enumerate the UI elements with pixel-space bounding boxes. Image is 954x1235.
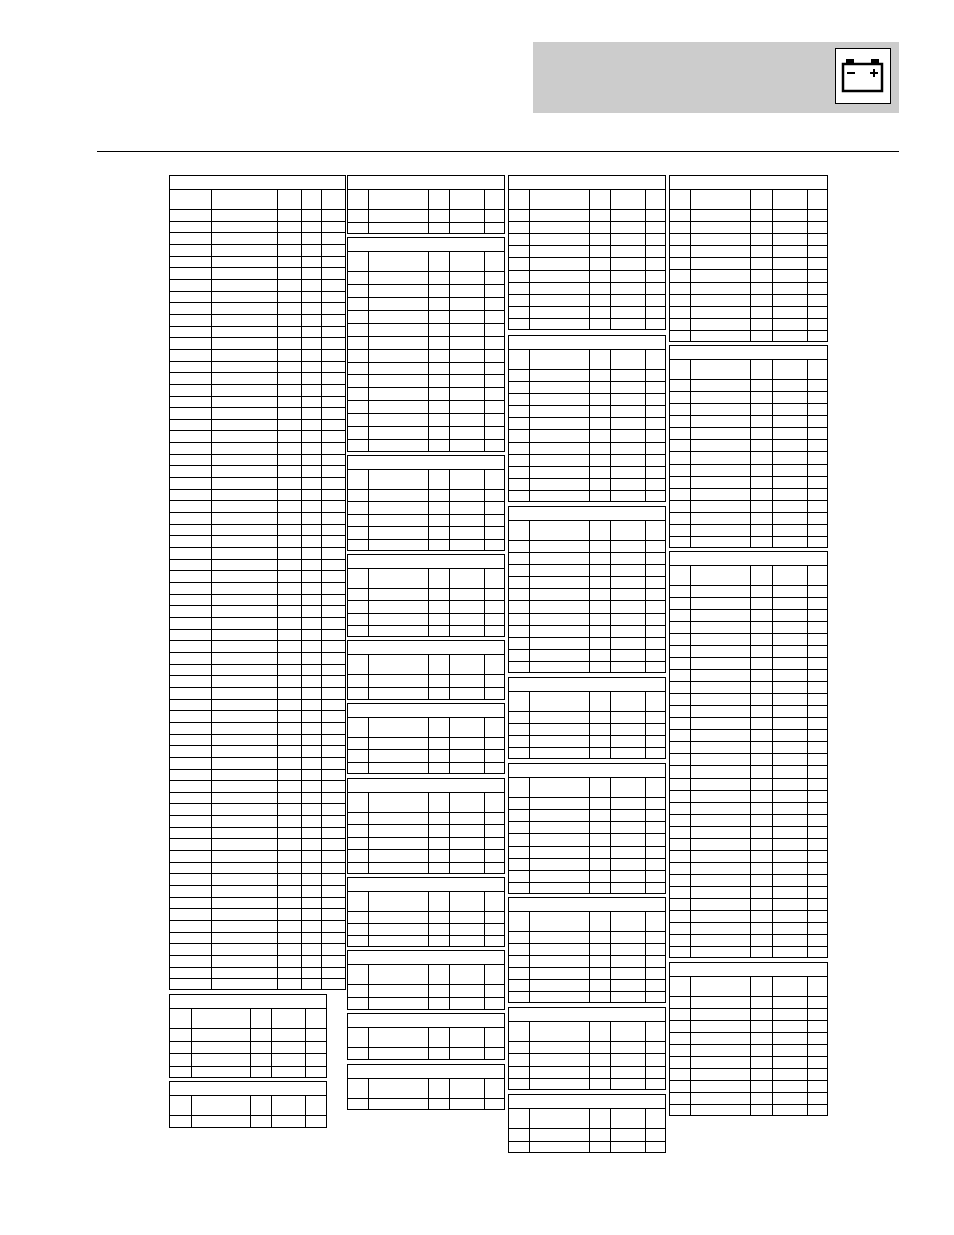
- table-grid: [508, 175, 666, 330]
- header-rule: [97, 151, 899, 152]
- spec-table-c4-t4: [669, 962, 828, 1116]
- spec-table-c2-t6: [347, 703, 505, 774]
- table-border: [348, 951, 505, 1010]
- spec-table-c2-t8: [347, 877, 505, 947]
- table-grid: [669, 962, 828, 1116]
- table-grid: [508, 763, 666, 894]
- table-grid: [347, 237, 505, 452]
- table-grid: [508, 1007, 666, 1090]
- spec-table-c4-t1: [669, 175, 828, 342]
- table-grid: [508, 506, 666, 673]
- table-grid: [347, 175, 505, 234]
- table-grid: [669, 175, 828, 342]
- table-border: [670, 552, 828, 958]
- table-grid: [508, 1094, 666, 1153]
- table-grid: [508, 897, 666, 1003]
- spec-table-c2-t2: [347, 237, 505, 452]
- table-grid: [347, 455, 505, 551]
- table-grid: [508, 335, 666, 502]
- table-grid: [169, 994, 327, 1078]
- table-grid: [347, 877, 505, 947]
- spec-table-c3-t2: [508, 335, 666, 502]
- table-border: [170, 995, 327, 1078]
- table-border: [348, 555, 505, 637]
- spec-table-c2-t1: [347, 175, 505, 234]
- spec-table-c3-t4: [508, 677, 666, 759]
- spec-table-c3-t6: [508, 897, 666, 1003]
- table-border: [348, 641, 505, 700]
- table-border: [509, 336, 666, 502]
- spec-table-c1-t1: [169, 175, 346, 990]
- spec-table-c2-t3: [347, 455, 505, 551]
- spec-table-c3-t1: [508, 175, 666, 330]
- spec-table-c2-t7: [347, 778, 505, 874]
- spec-table-c3-t7: [508, 1007, 666, 1090]
- table-border: [348, 238, 505, 452]
- table-border: [348, 176, 505, 234]
- spec-table-c3-t8: [508, 1094, 666, 1153]
- table-border: [509, 1008, 666, 1090]
- table-grid: [169, 1081, 327, 1128]
- table-grid: [669, 551, 828, 958]
- spec-table-c1-t3: [169, 1081, 327, 1128]
- table-border: [170, 1082, 327, 1128]
- table-border: [509, 678, 666, 759]
- spec-table-c3-t5: [508, 763, 666, 894]
- table-border: [670, 176, 828, 342]
- table-border: [670, 346, 828, 548]
- spec-table-c2-t10: [347, 1013, 505, 1060]
- spec-table-c2-t4: [347, 554, 505, 637]
- battery-icon: [835, 48, 891, 104]
- table-grid: [169, 175, 346, 990]
- spec-table-c2-t5: [347, 640, 505, 700]
- spec-table-c2-t11: [347, 1064, 505, 1110]
- table-grid: [347, 554, 505, 637]
- table-border: [509, 1095, 666, 1153]
- spec-table-c4-t2: [669, 345, 828, 548]
- table-grid: [508, 677, 666, 759]
- table-grid: [347, 640, 505, 700]
- table-grid: [669, 345, 828, 548]
- table-border: [348, 1014, 505, 1060]
- table-grid: [347, 1013, 505, 1060]
- table-border: [509, 507, 666, 673]
- table-border: [509, 898, 666, 1003]
- spec-table-c3-t3: [508, 506, 666, 673]
- spec-table-c4-t3: [669, 551, 828, 958]
- spec-table-c1-t2: [169, 994, 327, 1078]
- table-border: [348, 1065, 505, 1110]
- table-grid: [347, 703, 505, 774]
- table-border: [509, 764, 666, 894]
- table-grid: [347, 1064, 505, 1110]
- table-grid: [347, 778, 505, 874]
- table-grid: [347, 950, 505, 1010]
- spec-table-c2-t9: [347, 950, 505, 1010]
